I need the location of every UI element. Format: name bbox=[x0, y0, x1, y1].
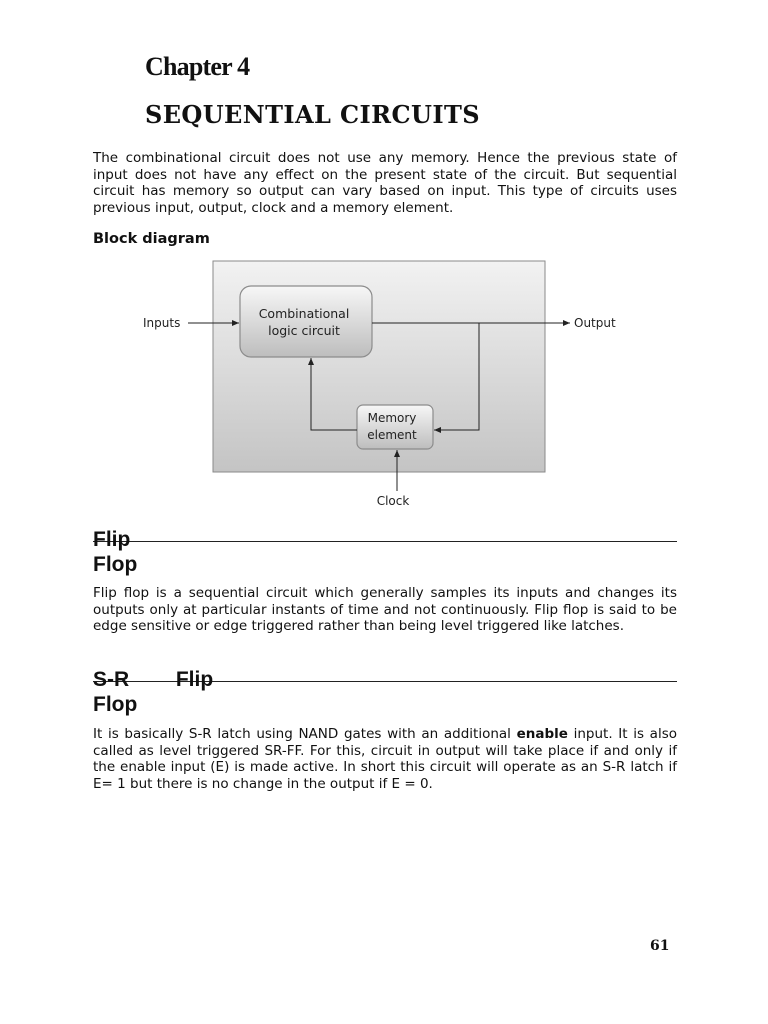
block-diagram-heading: Block diagram bbox=[93, 231, 210, 247]
memory-label-line2: element bbox=[367, 428, 417, 442]
sr-flip-flop-paragraph bbox=[93, 726, 677, 792]
flip-flop-heading: Flip Flop bbox=[93, 528, 138, 576]
chapter-heading: Chapter 4 bbox=[145, 52, 250, 81]
sr-para-part2: input. It is also called as level triggered SR-FF. For this, circuit in output will take place if and only if the enable input (E) is made active. In short this circuit will operate as an S-R latch if E= 1 but there is no change in the output if E = 0. bbox=[93, 726, 677, 792]
chapter-title: SEQUENTIAL CIRCUITS bbox=[145, 100, 480, 129]
clock-label: Clock bbox=[376, 494, 410, 508]
sr-para-bold-enable: enable bbox=[516, 726, 568, 742]
flip-flop-paragraph: Flip flop is a sequential circuit which generally samples its inputs and changes its outputs only at particular instants of time and not continuously. Flip flop is said to be edge sensitive or edge triggered rather than being level triggered like latches. bbox=[93, 585, 677, 635]
output-label: Output bbox=[574, 316, 616, 330]
page-number: 61 bbox=[650, 938, 670, 954]
combinational-logic-box bbox=[240, 286, 372, 357]
inputs-label: Inputs bbox=[143, 316, 181, 330]
sr-flip-flop-heading: S-R Flip Flop bbox=[93, 668, 214, 716]
sr-para-part1: It is basically S-R latch using NAND gates with an additional bbox=[93, 726, 517, 742]
intro-paragraph: The combinational circuit does not use any memory. Hence the previous state of input does not have any effect on the present state of the circuit. But sequential circuit has memory so output can vary based on input. This type of circuits uses previous input, output, clock and a memory element. bbox=[93, 150, 677, 216]
block-diagram bbox=[138, 255, 630, 513]
memory-element-box bbox=[357, 405, 433, 449]
combinational-label-line1: Combinational bbox=[258, 306, 350, 321]
memory-label-line1: Memory bbox=[367, 411, 417, 425]
combinational-label-line2: logic circuit bbox=[268, 323, 340, 338]
